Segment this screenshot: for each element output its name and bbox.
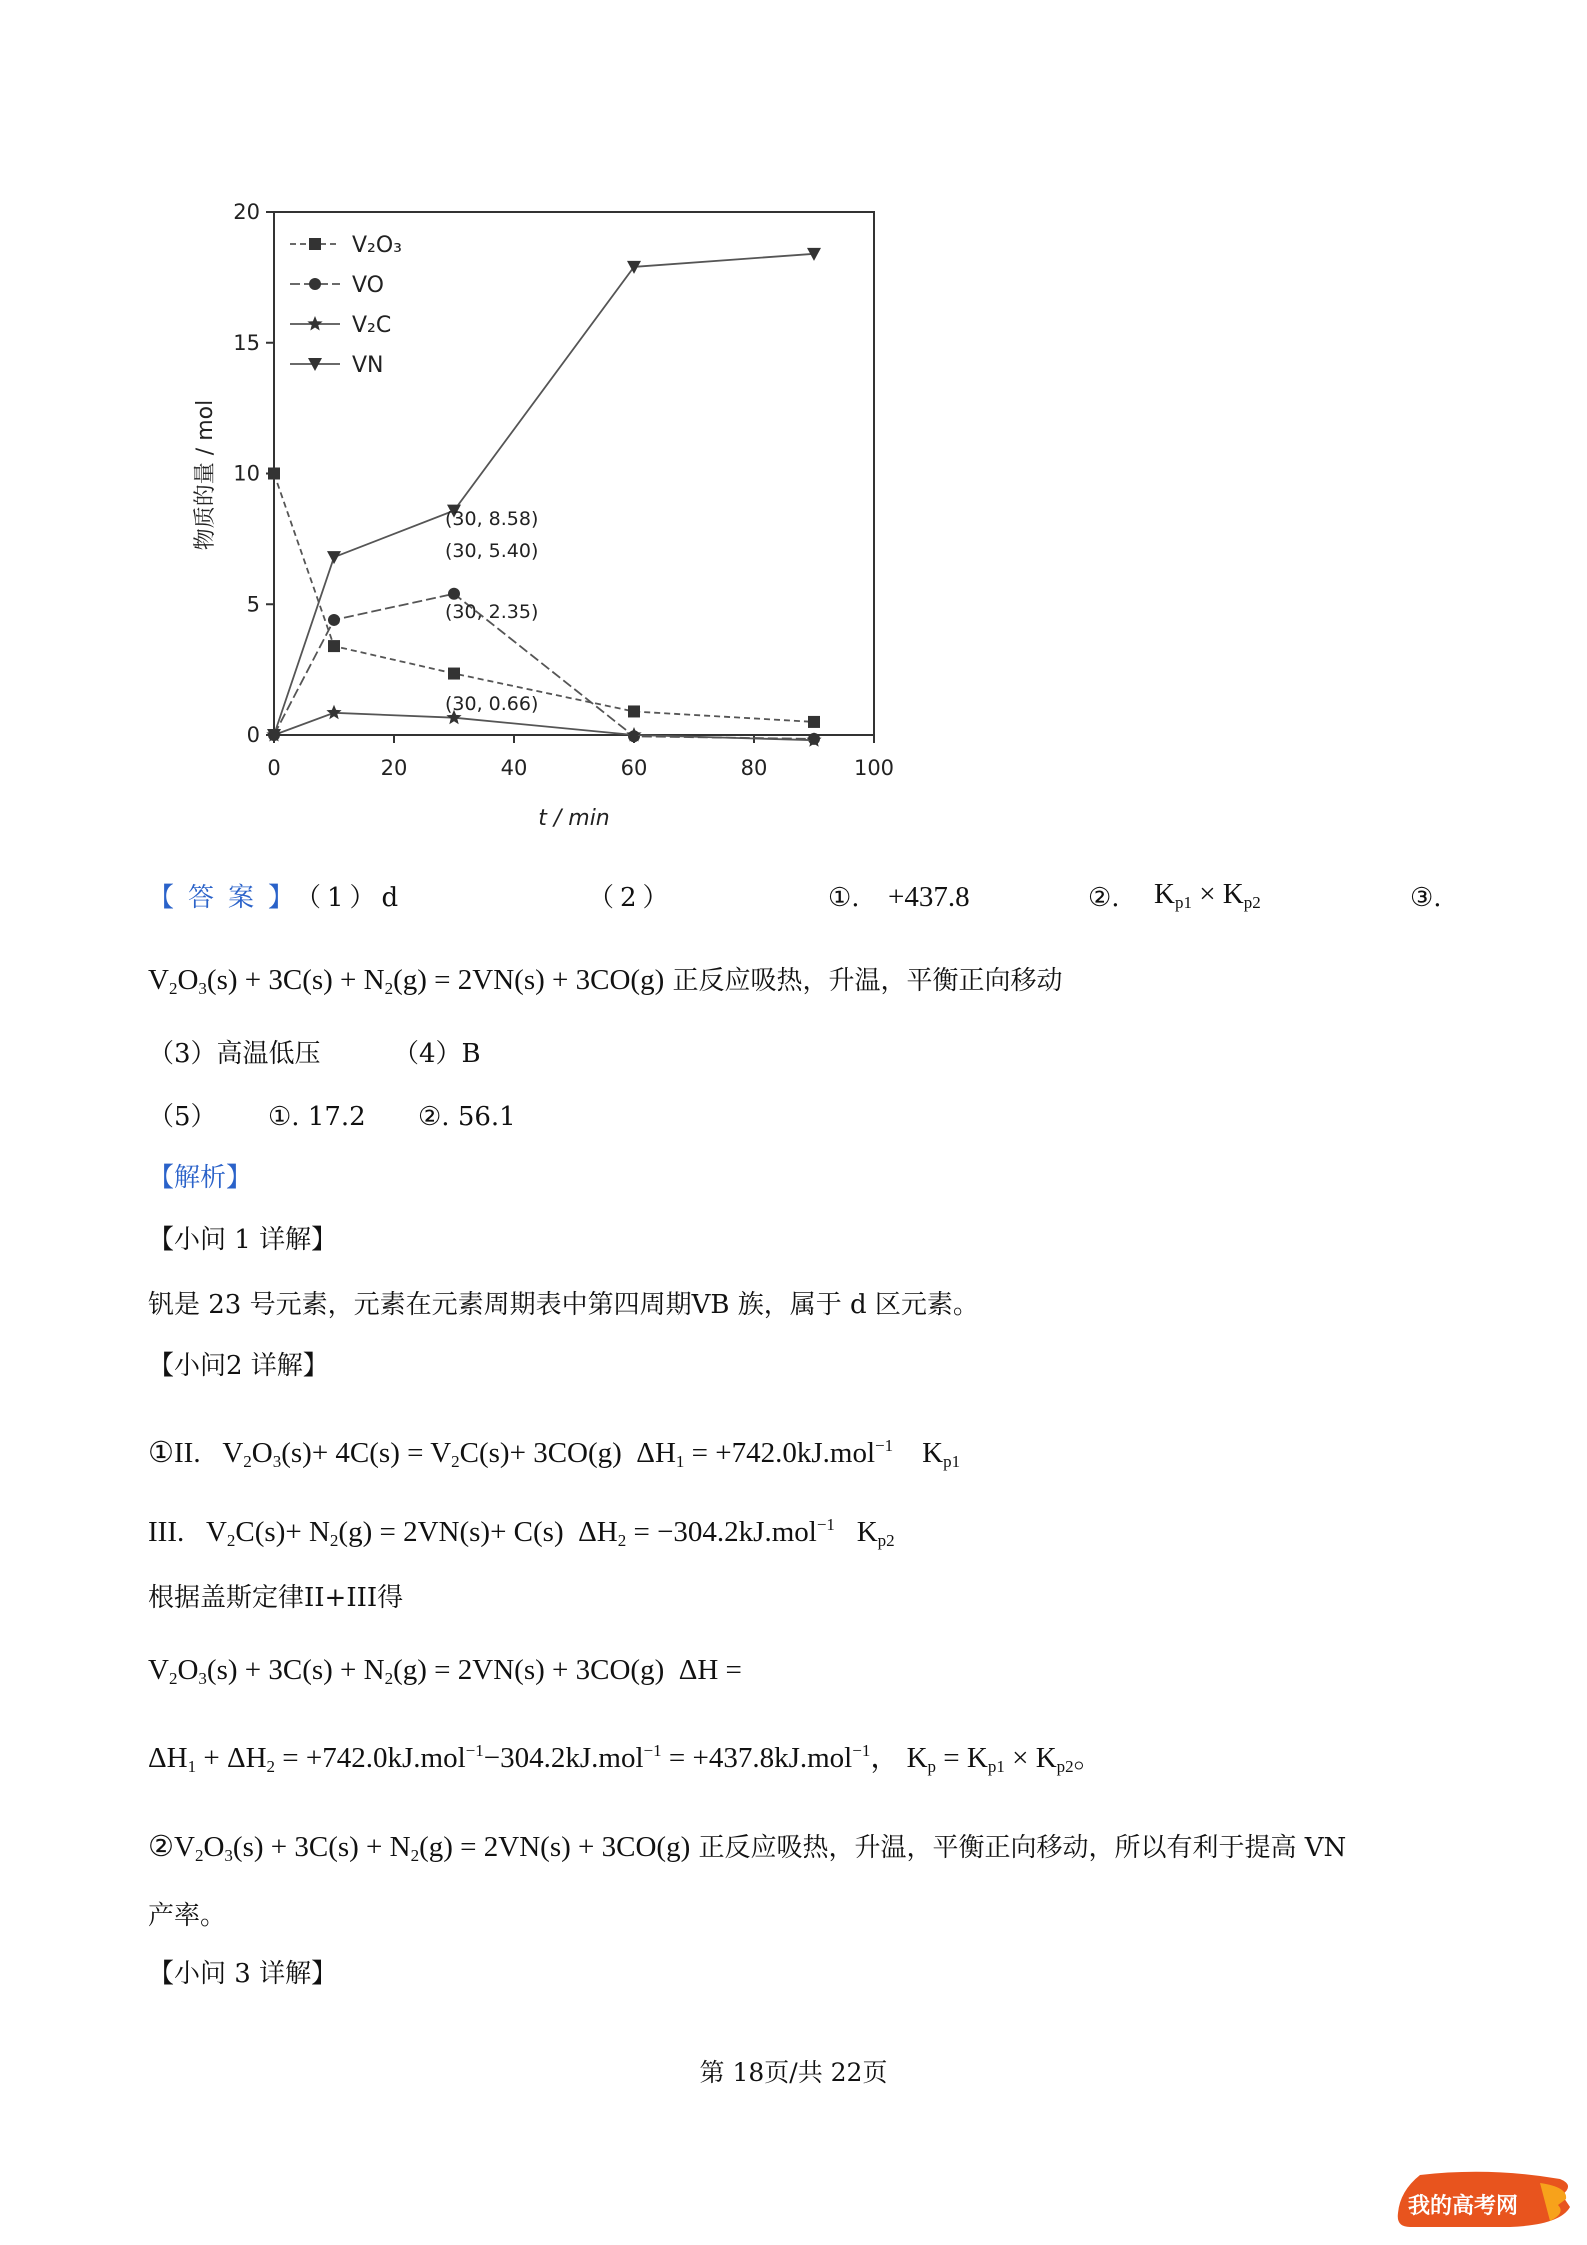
line-chart	[150, 170, 920, 850]
legend-label-VN: VN	[352, 353, 384, 378]
answer-line-2	[148, 962, 1063, 1007]
equation-II: ①II. $V_2O_3(s)+ 4C(s) = V_2C(s)+ 3CO(g) \Delta H_1 = +742.0kJ.mol^{-1}$ $K_{p1}$	[148, 1436, 961, 1471]
series-V2O3	[268, 468, 820, 728]
series-V2C	[266, 705, 821, 747]
data-point-star	[326, 705, 341, 719]
equation-sum: $V_2O_3(s) + 3C(s) + N_2(g) = 2VN(s) + 3CO(g) \Delta H$ =	[148, 1654, 742, 1688]
x-tick-label: 20	[380, 756, 408, 780]
hess-law-text: 根据盖斯定律II+III得	[148, 1583, 404, 1613]
y-axis-label: 物质的量 / mol	[193, 399, 218, 551]
choice-1-label: ①.	[828, 883, 860, 913]
data-point-square	[808, 716, 820, 728]
data-point-square	[628, 705, 640, 717]
chart-legend	[290, 233, 402, 378]
answer-line-4	[148, 1099, 516, 1135]
y-tick-label: 5	[246, 592, 260, 617]
data-point-circle	[448, 588, 460, 600]
chart-annotations	[445, 508, 538, 715]
equation-overall: $V_2O_3(s) + 3C(s) + N_2(g) = 2VN(s) + 3CO(g)$	[148, 964, 665, 998]
chart-series	[266, 248, 821, 747]
x-tick-label: 80	[740, 756, 768, 780]
legend-label-V2O3: V₂O₃	[352, 233, 403, 258]
answer-q1: （1）d	[308, 883, 405, 913]
y-tick-label: 0	[246, 723, 260, 747]
choice-1-value: +437.8	[888, 881, 970, 913]
equation-overall-2: $②V_2O_3(s) + 3C(s) + N_2(g) = 2VN(s) + 3CO(g)$	[148, 1831, 691, 1865]
analysis-2-note: 正反应吸热，升温，平衡正向移动，所以有利于提高 VN	[698, 1833, 1347, 1863]
chart-axes	[233, 200, 894, 780]
sub-question-2-heading: 【小问2 详解】	[148, 1351, 329, 1381]
kp-product: $K_{p1} \times K_{p2}$	[1154, 878, 1261, 912]
legend-label-VO: VO	[352, 273, 384, 298]
sub-question-1-heading: 【小问 1 详解】	[148, 1225, 338, 1255]
answer-q3: （3）高温低压	[148, 1039, 321, 1069]
y-tick-label: 10	[233, 461, 260, 486]
answer-label: 【答案】	[148, 883, 309, 913]
analysis-label: 【解析】	[148, 1163, 253, 1193]
point-annotation: (30, 8.58)	[445, 508, 539, 530]
equation-III: III. $V_2C(s)+ N_2(g) = 2VN(s)+ C(s) \Delta H_2 = -304.2kJ.mol^{-1}$ $K_{p2}$	[148, 1515, 895, 1550]
site-logo	[1390, 2165, 1580, 2235]
data-point-square	[309, 238, 321, 250]
answer-q4: （4）B	[393, 1039, 481, 1069]
data-point-square	[268, 468, 280, 480]
legend-label-V2C: V₂C	[352, 313, 392, 338]
y-tick-label: 20	[233, 200, 260, 224]
data-point-circle	[309, 278, 321, 290]
point-annotation: (30, 0.66)	[445, 693, 539, 715]
y-tick-label: 15	[233, 330, 260, 355]
series-line-V2O3	[274, 474, 814, 722]
answer-q2: （2）	[588, 883, 675, 913]
answer-eq-note: 正反应吸热，升温，平衡正向移动	[672, 966, 1063, 996]
x-tick-label: 100	[853, 756, 895, 780]
answer-q5: （5）	[148, 1102, 217, 1132]
answer-line-3	[148, 1036, 481, 1072]
sub-question-1-text: 钒是 23 号元素，元素在元素周期表中第四周期VB 族，属于 d 区元素。	[148, 1290, 979, 1320]
x-tick-label: 40	[500, 756, 528, 780]
logo-text: 我的高考网	[1408, 2194, 1519, 2219]
x-tick-label: 0	[267, 756, 281, 780]
analysis-2-end: 产率。	[148, 1901, 227, 1931]
answer-line-1	[148, 878, 1442, 916]
data-point-star	[307, 316, 322, 331]
sub-question-3-heading: 【小问 3 详解】	[148, 1959, 338, 1989]
delta-h-calculation: $\Delta H_1 + \Delta H_2 = +742.0kJ.mol^{-1}-304.2kJ.mol^{-1} = +437.8kJ.mol^{-1}$， $K_p = K_{p1} \times K_{p2}$。	[148, 1741, 1103, 1776]
data-point-square	[328, 640, 340, 652]
choice-3-label: ③.	[1410, 883, 1442, 913]
series-line-VO	[274, 594, 814, 739]
data-point-triangle	[327, 551, 341, 564]
point-annotation: (30, 2.35)	[445, 601, 539, 623]
x-tick-label: 60	[620, 756, 648, 780]
series-line-V2C	[274, 713, 814, 740]
point-annotation: (30, 5.40)	[445, 540, 539, 562]
page-footer: 第 18页/共 22页	[699, 2058, 888, 2087]
data-point-circle	[328, 614, 340, 626]
series-VO	[268, 588, 820, 745]
answer-q5b: ②. 56.1	[418, 1102, 516, 1132]
data-point-square	[448, 668, 460, 680]
series-VN	[267, 248, 821, 742]
answer-q5a: ①. 17.2	[268, 1102, 366, 1132]
choice-2-label: ②.	[1088, 883, 1120, 913]
analysis-2-line	[148, 1829, 1346, 1874]
x-axis-label: t / min	[538, 806, 610, 831]
